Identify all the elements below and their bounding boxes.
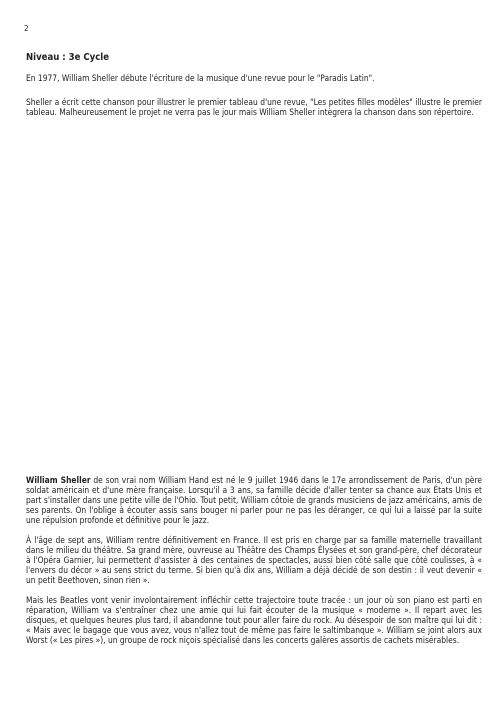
page-number: 2 — [24, 24, 29, 33]
bio-name: William Sheller — [26, 475, 91, 485]
bio-paragraph-1-text: de son vrai nom William Hand est né le 9 juillet 1946 dans le 17e arrondissement de Paris, d'un père soldat américain et d'une mère française. Lorsqu'il a 3 ans, sa famille décide d'aller tenter sa chance aux États Unis et part s'installer dans une petite ville de l'Ohio. Tout petit, William côtoie de grands musiciens de jazz américains, amis de ses parents. On l'oblige à écouter assis sans bouger ni parler pour ne pas les déranger, ce qui lui a laissé par la suite une répulsion profonde et définitive pour le jazz. — [26, 475, 482, 525]
intro-paragraph: En 1977, William Sheller débute l'écriture de la musique d'une revue pour le "Paradis Latin". — [26, 73, 375, 83]
bio-paragraph-2: À l'âge de sept ans, William rentre définitivement en France. Il est pris en charge par sa famille maternelle travaillant dans le milieu du théâtre. Sa grand mère, ouvreuse au Théâtre des Champs Élysées et son grand-père, chef décorateur à l'Opéra Garnier, lui permettent d'assister à des centaines de spectacles, aussi bien côté salle que côté coulisses, à « l'envers du décor » au sens strict du terme. Si bien qu'à dix ans, William a déjà décidé de son destin : il veut devenir « un petit Beethoven, sinon rien ». — [26, 535, 482, 585]
intro-block — [26, 73, 482, 83]
level-heading: Niveau : 3e Cycle — [26, 52, 110, 63]
biography-block — [26, 475, 482, 645]
bio-paragraph-1 — [26, 475, 482, 525]
bio-paragraph-3: Mais les Beatles vont venir involontairement infléchir cette trajectoire toute tracée : un jour où son piano est parti en réparation, William va s'entraîner chez une amie qui lui fait écouter de la musique « moderne ». Il repart avec les disques, et quelques heures plus tard, il abandonne tout pour aller faire du rock. Au désespoir de son maître qui lui dit : « Mais avec le bagage que vous avez, vous n'allez tout de même pas faire le saltimbanque ». William se joint alors aux Worst (« Les pires »), un groupe de rock niçois spécialisé dans les concerts galères assortis de cachets misérables. — [26, 595, 482, 645]
context-block — [26, 97, 482, 117]
context-paragraph: Sheller a écrit cette chanson pour illustrer le premier tableau d'une revue, "Les petites filles modèles" illustre le premier tableau. Malheureusement le projet ne verra pas le jour mais William Sheller intègrera la chanson dans son répertoire. — [26, 97, 482, 117]
